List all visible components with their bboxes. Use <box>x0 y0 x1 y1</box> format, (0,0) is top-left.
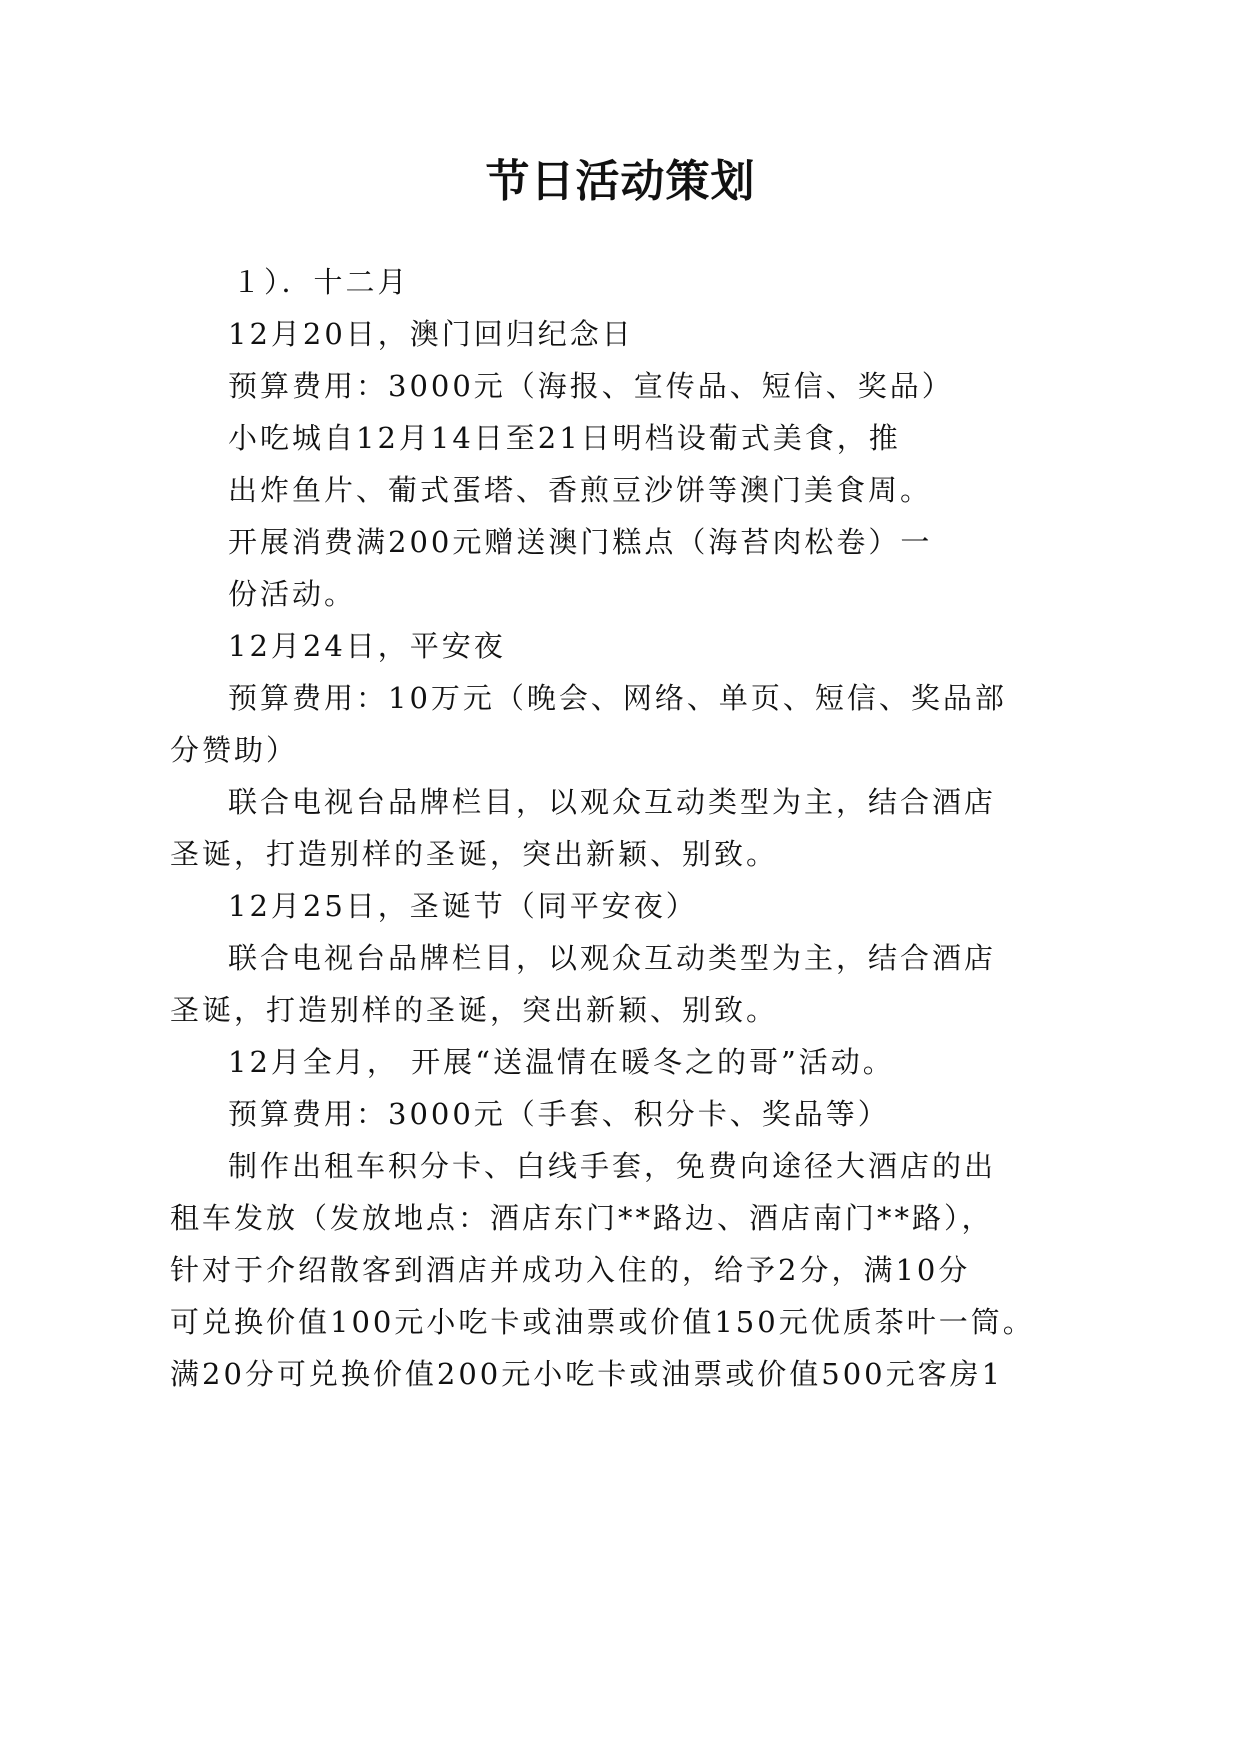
paragraph-line: 小吃城自12月14日至21日明档设葡式美食，推 <box>228 421 901 455</box>
paragraph-line: 联合电视台品牌栏目，以观众互动类型为主，结合酒店 <box>228 785 997 819</box>
paragraph-line: 预算费用：10万元（晚会、网络、单页、短信、奖品部 <box>228 681 1007 715</box>
paragraph-line: 预算费用：3000元（海报、宣传品、短信、奖品） <box>228 369 954 403</box>
paragraph-line: 12月25日，圣诞节（同平安夜） <box>228 889 698 923</box>
paragraph-line: 联合电视台品牌栏目，以观众互动类型为主，结合酒店 <box>228 941 997 975</box>
paragraph-line: 12月20日，澳门回归纪念日 <box>228 317 634 351</box>
paragraph-line: 租车发放（发放地点：酒店东门**路边、酒店南门**路）， <box>170 1201 994 1235</box>
paragraph-line: 出炸鱼片、葡式蛋塔、香煎豆沙饼等澳门美食周。 <box>228 473 933 507</box>
paragraph-line: 圣诞，打造别样的圣诞，突出新颖、别致。 <box>170 993 779 1027</box>
paragraph-line: 12月全月， 开展“送温情在暖冬之的哥”活动。 <box>228 1045 895 1079</box>
paragraph-line: 开展消费满200元赠送澳门糕点（海苔肉松卷）一 <box>228 525 933 559</box>
paragraph-line: 满20分可兑换价值200元小吃卡或油票或价值500元客房1 <box>170 1357 1004 1391</box>
paragraph-line: 分赞助） <box>170 733 299 767</box>
paragraph-line: 份活动。 <box>228 577 357 611</box>
paragraph-line: 预算费用：3000元（手套、积分卡、奖品等） <box>228 1097 890 1131</box>
paragraph-line: 针对于介绍散客到酒店并成功入住的，给予2分，满10分 <box>170 1253 971 1287</box>
section-heading: １）．十二月 <box>232 265 410 299</box>
paragraph-line: 可兑换价值100元小吃卡或油票或价值150元优质茶叶一筒。 <box>170 1305 1035 1339</box>
document-title: 节日活动策划 <box>485 156 756 207</box>
paragraph-line: 制作出租车积分卡、白线手套，免费向途径大酒店的出 <box>228 1149 997 1183</box>
paragraph-line: 圣诞，打造别样的圣诞，突出新颖、别致。 <box>170 837 779 871</box>
paragraph-line: 12月24日，平安夜 <box>228 629 506 663</box>
